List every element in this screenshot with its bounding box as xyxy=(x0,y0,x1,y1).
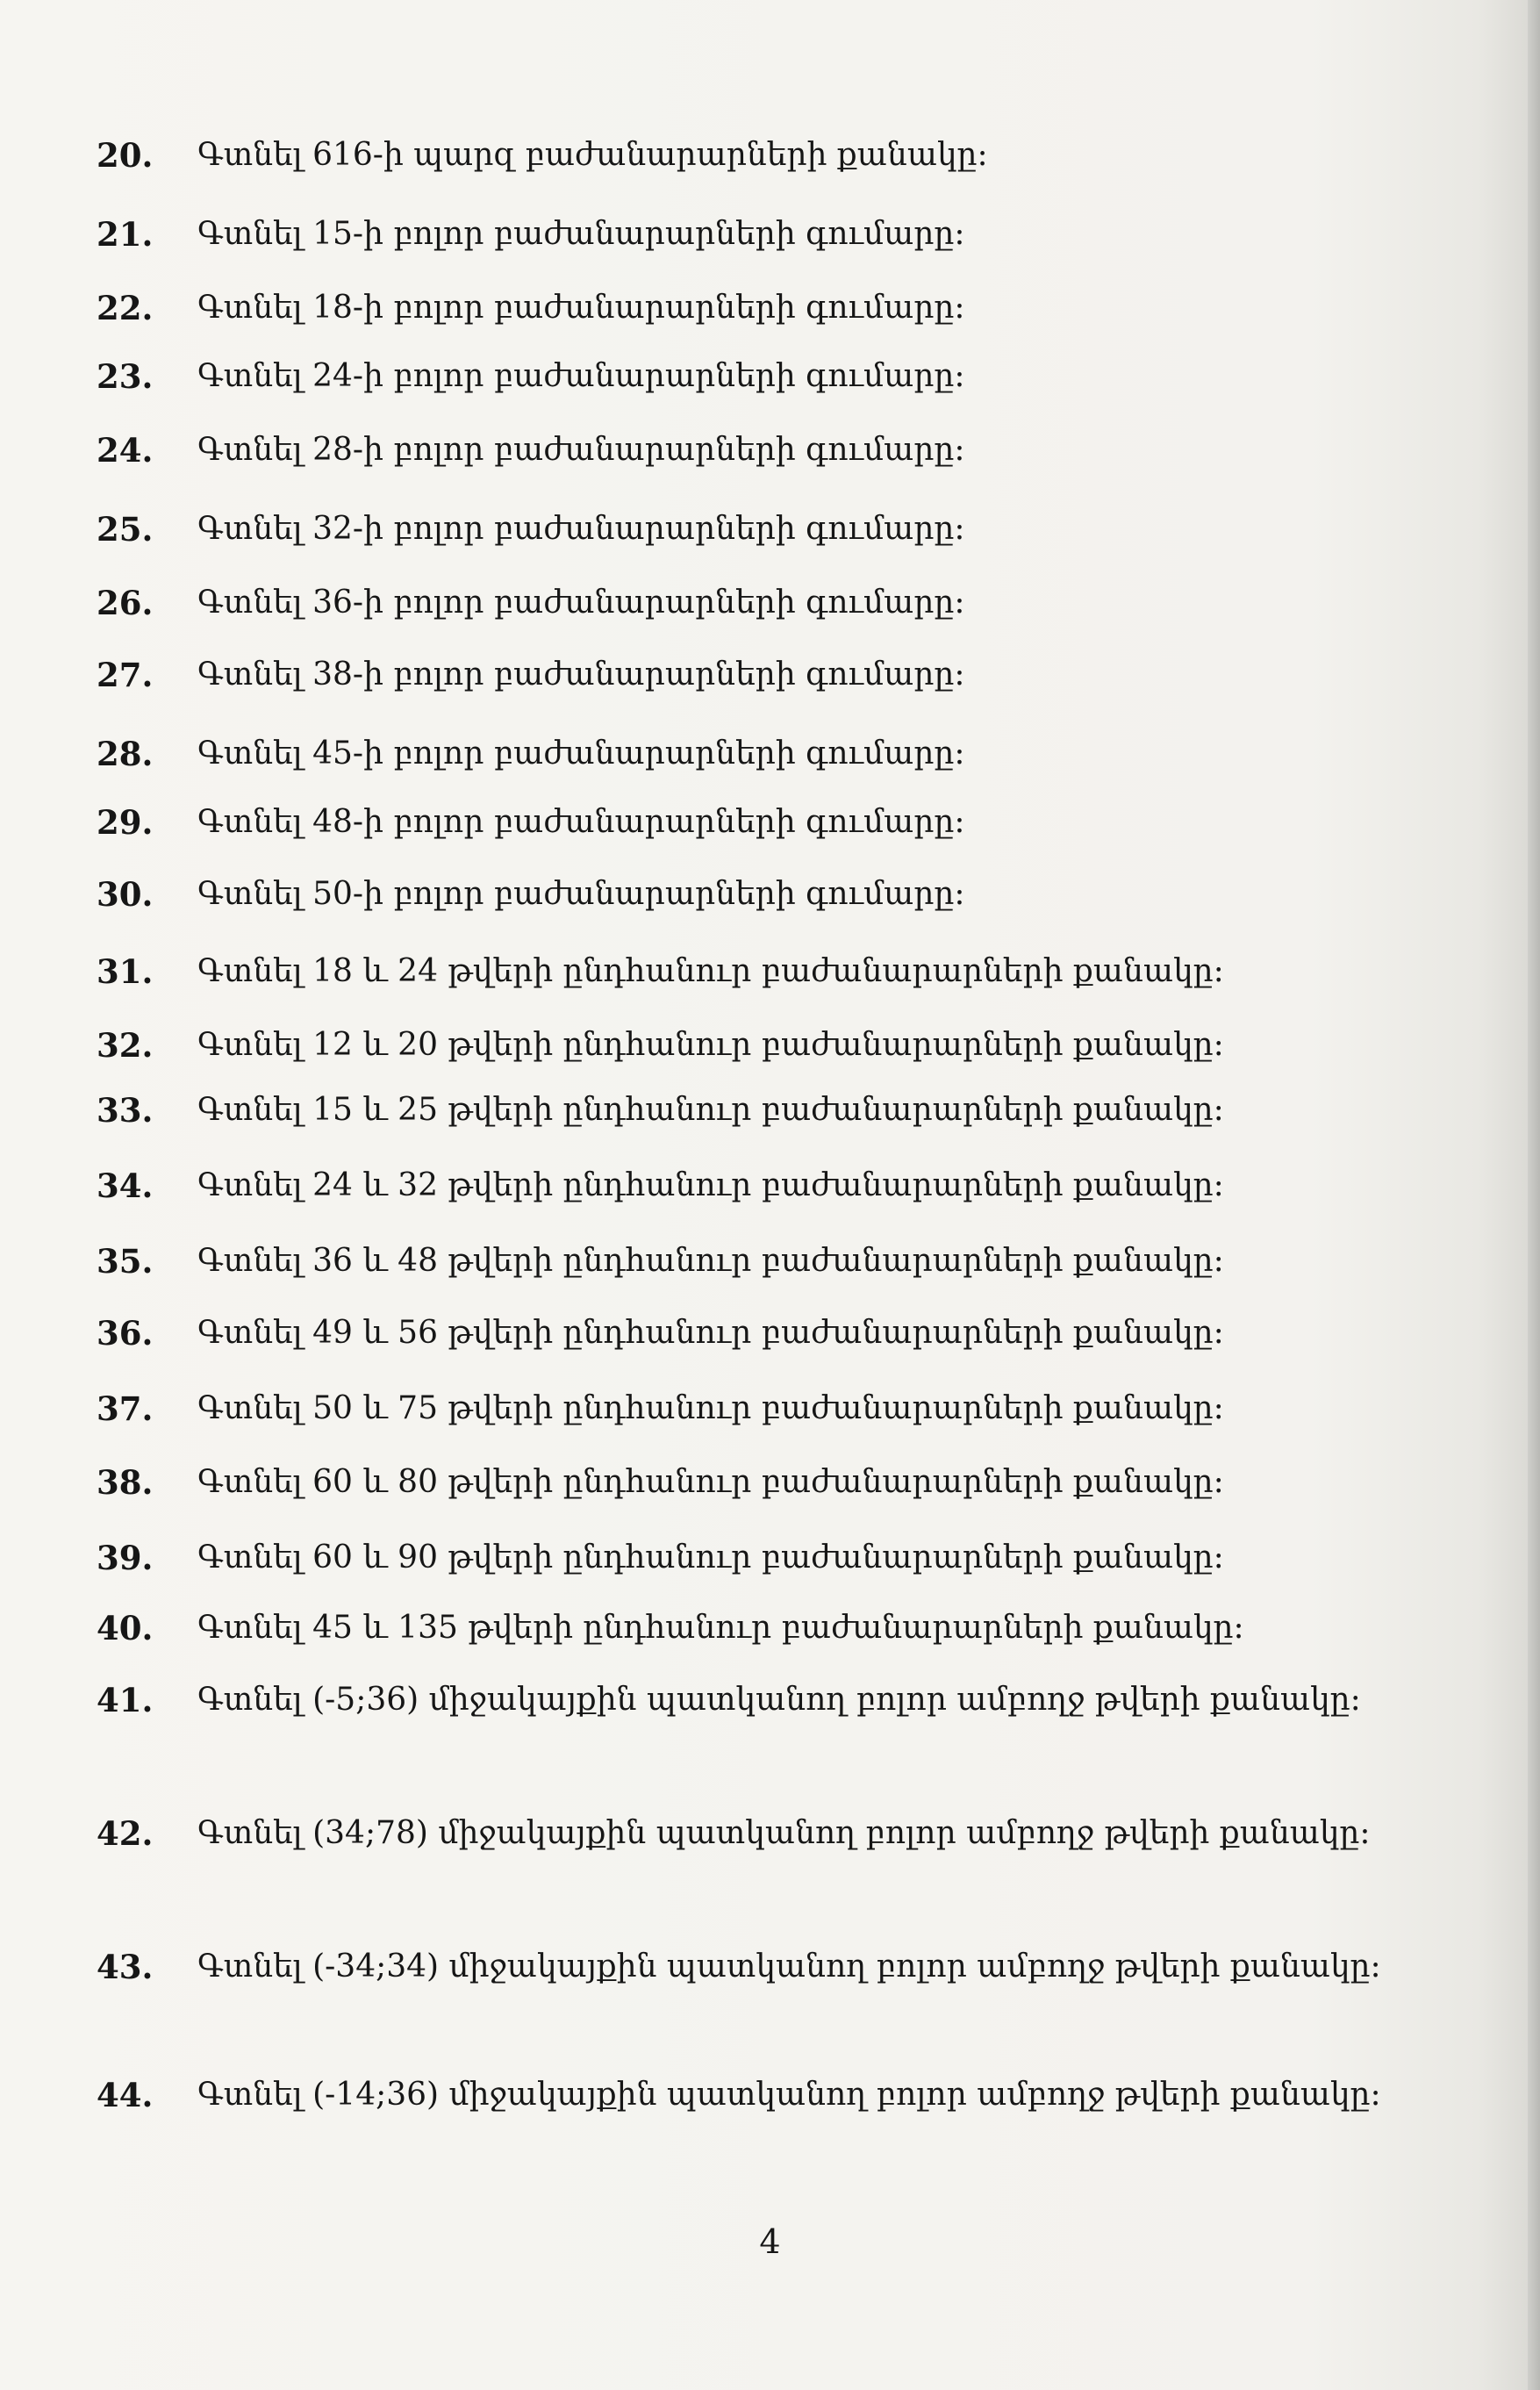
exercise-number: 39. xyxy=(97,1539,154,1577)
exercise-text: Գտնել 18-ի բոլոր բաժանարարների գումարը: xyxy=(197,290,965,326)
exercise-text: Գտնել 616-ի պարզ բաժանարարների քանակը: xyxy=(197,137,988,173)
exercise-number: 32. xyxy=(97,1026,154,1065)
exercise-number: 24. xyxy=(97,431,154,470)
exercise-number: 25. xyxy=(97,510,154,549)
exercise-number: 40. xyxy=(97,1609,154,1647)
exercise-number: 37. xyxy=(97,1389,154,1428)
exercise-number: 27. xyxy=(97,656,154,694)
exercise-number: 35. xyxy=(97,1242,154,1281)
exercise-text: Գտնել 50-ի բոլոր բաժանարարների գումարը: xyxy=(197,876,965,912)
exercise-number: 44. xyxy=(97,2076,154,2114)
exercise-text: Գտնել 24-ի բոլոր բաժանարարների գումարը: xyxy=(197,358,965,394)
exercise-text: Գտնել 15 և 25 թվերի ընդհանուր բաժանարարների քանակը: xyxy=(197,1092,1224,1128)
exercise-number: 22. xyxy=(97,289,154,327)
exercise-text: Գտնել 12 և 20 թվերի ընդհանուր բաժանարարների քանակը: xyxy=(197,1027,1224,1063)
exercise-text: Գտնել 18 և 24 թվերի ընդհանուր բաժանարարների քանակը: xyxy=(197,953,1224,989)
exercise-text: Գտնել 15-ի բոլոր բաժանարարների գումարը: xyxy=(197,216,965,252)
exercise-text: Գտնել (-14;36) միջակայքին պատկանող բոլոր ամբողջ թվերի քանակը: xyxy=(197,2077,1381,2113)
page-number: 4 xyxy=(759,2222,781,2261)
exercise-number: 26. xyxy=(97,584,154,622)
exercise-number: 29. xyxy=(97,803,154,842)
exercise-text: Գտնել 45-ի բոլոր բաժանարարների գումարը: xyxy=(197,736,965,772)
exercise-number: 20. xyxy=(97,136,154,175)
exercise-number: 34. xyxy=(97,1166,154,1205)
exercise-number: 36. xyxy=(97,1314,154,1353)
exercise-text: Գտնել 48-ի բոլոր բաժանարարների գումարը: xyxy=(197,804,965,840)
exercise-text: Գտնել 45 և 135 թվերի ընդհանուր բաժանարարների քանակը: xyxy=(197,1610,1244,1646)
exercise-text: Գտնել 50 և 75 թվերի ընդհանուր բաժանարարների քանակը: xyxy=(197,1390,1224,1426)
exercise-text: Գտնել 24 և 32 թվերի ընդհանուր բաժանարարների քանակը: xyxy=(197,1167,1224,1203)
exercise-number: 42. xyxy=(97,1814,154,1853)
exercise-text: Գտնել 60 և 80 թվերի ընդհանուր բաժանարարների քանակը: xyxy=(197,1464,1224,1500)
exercise-number: 33. xyxy=(97,1091,154,1130)
exercise-number: 23. xyxy=(97,357,154,396)
exercise-text: Գտնել (-5;36) միջակայքին պատկանող բոլոր ամբողջ թվերի քանակը: xyxy=(197,1682,1361,1718)
exercise-text: Գտնել 28-ի բոլոր բաժանարարների գումարը: xyxy=(197,432,965,468)
exercise-text: Գտնել 60 և 90 թվերի ընդհանուր բաժանարարների քանակը: xyxy=(197,1540,1224,1575)
exercise-text: Գտնել (-34;34) միջակայքին պատկանող բոլոր ամբողջ թվերի քանակը: xyxy=(197,1949,1381,1984)
exercise-text: Գտնել 49 և 56 թվերի ընդհանուր բաժանարարների քանակը: xyxy=(197,1315,1224,1351)
exercise-number: 28. xyxy=(97,735,154,773)
exercise-text: Գտնել 38-ի բոլոր բաժանարարների գումարը: xyxy=(197,657,965,693)
exercise-number: 41. xyxy=(97,1681,154,1719)
exercise-text: Գտնել 36 և 48 թվերի ընդհանուր բաժանարարների քանակը: xyxy=(197,1243,1224,1279)
exercise-number: 21. xyxy=(97,215,154,254)
exercise-text: Գտնել 36-ի բոլոր բաժանարարների գումարը: xyxy=(197,585,965,621)
exercise-number: 43. xyxy=(97,1948,154,1986)
exercise-number: 31. xyxy=(97,952,154,991)
exercise-text: Գտնել (34;78) միջակայքին պատկանող բոլոր ամբողջ թվերի քանակը: xyxy=(197,1815,1371,1851)
exercise-number: 38. xyxy=(97,1463,154,1502)
exercise-text: Գտնել 32-ի բոլոր բաժանարարների գումարը: xyxy=(197,511,965,547)
exercise-number: 30. xyxy=(97,875,154,914)
